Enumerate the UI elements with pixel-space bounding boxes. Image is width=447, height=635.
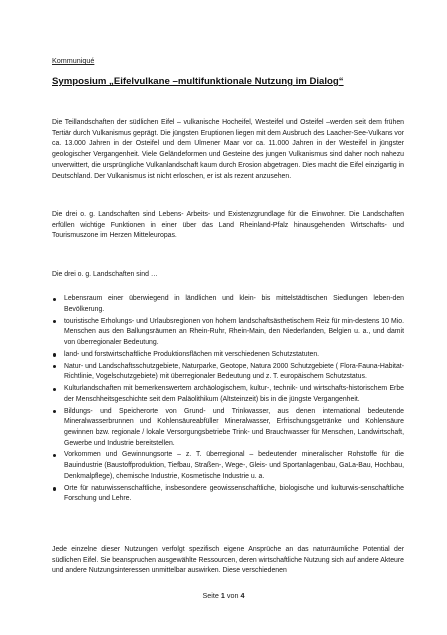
bullet-icon [53, 454, 56, 457]
list-item-text: Kulturlandschaften mit bemerkenswertem archäologischem, kultur-, technik- und wirtschafts-historischem Erbe der Menschheitsgeschichte seit dem Paläolithikum (Altsteinzeit) bis in die jüngste Vergangenheit. [64, 385, 404, 403]
page-footer [0, 591, 447, 600]
list-item-text: touristische Erholungs- und Urlaubsregionen von hohem landschaftsästhetischem Reiz für min-destens 10 Mio. Menschen aus den Ballungsräumen an Rhein-Ruhr, Rhein-Main, den Niederlanden, Belgien u. a., und damit von überregionaler Bedeutung. [64, 317, 404, 346]
list-item [52, 362, 404, 383]
paragraph-conclusion: Jede einzelne dieser Nutzungen verfolgt spezifisch eigene Ansprüche an das naturräumliche Potential der südlichen Eifel. Sie beanspruchen ausgewählte Ressourcen, deren wirtschaftliche Nutzung sich auf andere Akteure und andere Nutzungsinteressen unmittelbar auswirken. Diese verschiedenen [52, 546, 404, 575]
paragraph-intro: Die Teillandschaften der südlichen Eifel – vulkanische Hocheifel, Westeifel und Osteifel –werden seit dem frühen Tertiär durch Vulkanismus geprägt. Die jüngsten Eruptionen liegen mit dem Ausbruch des Laacher-See-Vulkans vor ca. 13.000 Jahren in der Osteifel und dem Ulmener Maar vor ca. 11.000 Jahren in der Westeifel in jüngster geologischer Vergangenheit. Viele Geländeformen und Gesteine des jungen Vulkanismus sind daher noch nahezu unverwittert, die ursprüngliche Vulkanlandschaft kaum durch Erosion abgetragen. Dies macht die Eifel einzigartig in Deutschland. Der Vulkanismus ist nicht erloschen, er ist als rezent anzusehen. [52, 119, 404, 180]
list-item-text: Bildungs- und Speicherorte von Grund- und Trinkwasser, aus denen international bedeutende Mineralwasserbrunnen und Kohlensäureabfüller Mineralwasser, Erfrischungsgetränke und Kohlensäure gewinnen bzw. regionale / lokale Versorgungsbetriebe Trink- und Brauchwasser für Menschen, Landwirtschaft, Gewerbe und Industrie bereitstellen. [64, 407, 404, 447]
of-word: von [226, 591, 239, 600]
list-item-text: Lebensraum einer überwiegend in ländlichen und klein- bis mittelstädtischen Siedlungen leben-den Bevölkerung. [64, 295, 404, 313]
document-title: Symposium „Eifelvulkane –multifunktionale Nutzung im Dialog“ [52, 76, 344, 87]
page-word: Seite [202, 591, 219, 600]
bullet-icon [53, 487, 56, 490]
total-pages: 4 [240, 591, 245, 600]
bullet-icon [53, 365, 56, 368]
list-item [52, 384, 404, 405]
bullet-icon [53, 353, 56, 356]
list-item-text: Natur- und Landschaftsschutzgebiete, Naturparke, Geotope, Natura 2000 Schutzgebiete ( Flora-Fauna-Habitat-Richtlinie, Vogelschutzgebiete) mit überregionaler Bedeutung und z. T. europäischem Schutzstatus. [64, 362, 404, 381]
bullet-icon [53, 388, 56, 391]
bullet-icon [53, 320, 56, 323]
list-item [52, 484, 404, 505]
bullet-icon [53, 298, 56, 301]
bullet-icon [53, 410, 56, 413]
landscape-function-list [52, 294, 404, 506]
list-item [52, 350, 404, 361]
paragraph-functions: Die drei o. g. Landschaften sind Lebens- Arbeits- und Existenzgrundlage für die Einwohner. Die Landschaften erfüllen wichtige Funktionen in einer über das Land Rheinland-Pfalz hinausgehenden Wirtschafts- und Tourismuszone im Herzen Mitteleuropas. [52, 211, 404, 240]
list-item [52, 450, 404, 482]
list-item-text: land- und forstwirtschaftliche Produktionsflächen mit verschiedenen Schutzstatuten. [64, 350, 320, 358]
document-label: Kommuniqué [52, 56, 95, 65]
list-item-text: Orte für naturwissenschaftliche, insbesondere geowissenschaftliche, biologische und kulturwis-senschaftliche Forschung und Lehre. [64, 484, 404, 503]
list-item [52, 407, 404, 450]
list-item [52, 317, 404, 349]
list-item-text: Vorkommen und Gewinnungsorte – z. T. überregional – bedeutender mineralischer Rohstoffe für die Bauindustrie (Baustoffproduktion, Tiefbau, Straßen-, Wege-, Gleis- und Sportanlagenbau, GaLa-Bau, Hochbau, Denkmalpflege), chemische Industrie, Kosmetische Industrie u. a. [64, 451, 404, 480]
page-number: 1 [220, 591, 225, 600]
list-intro: Die drei o. g. Landschaften sind … [52, 271, 158, 278]
list-item [52, 294, 404, 315]
